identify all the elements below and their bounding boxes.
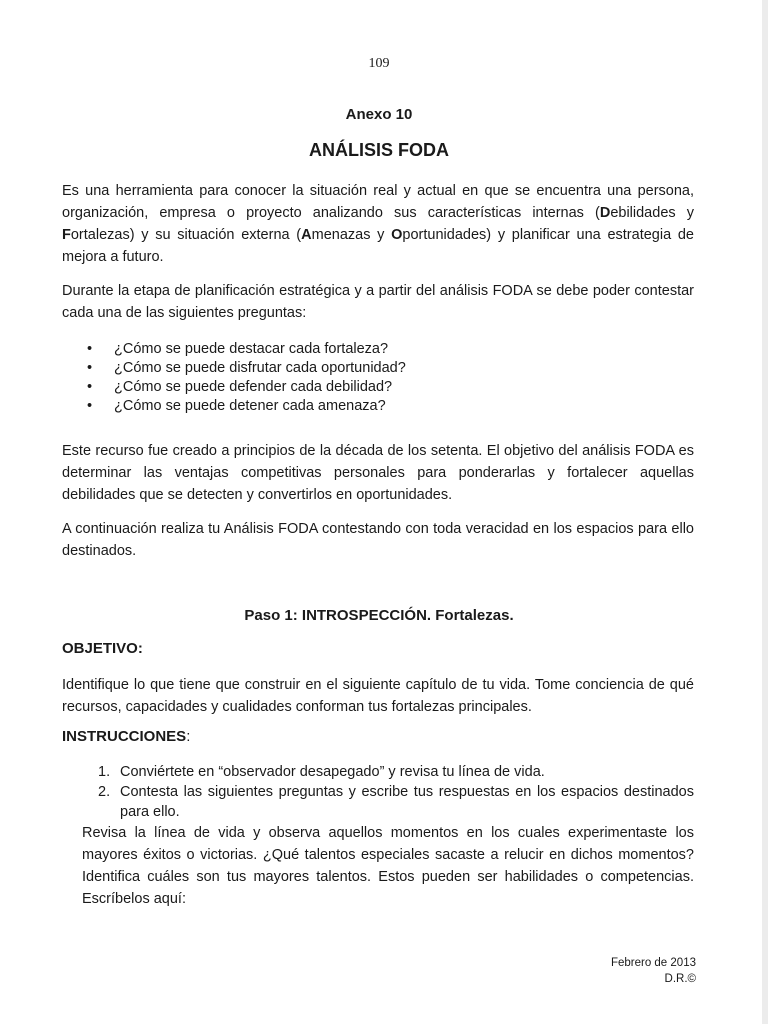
bullet-icon: • <box>87 360 93 376</box>
letter-d: D <box>599 205 611 221</box>
bullet-icon: • <box>87 398 93 414</box>
objective-text: Identifique lo que tiene que construir en el siguiente capítulo de tu vida. Tome conciencia de qué recursos, capacidades y cualidades conforman tus fortalezas principales. <box>62 677 694 715</box>
list-item <box>62 359 694 378</box>
objective-heading: OBJETIVO: <box>62 640 143 657</box>
instructions-paragraph: Revisa la línea de vida y observa aquellos momentos en los cuales experimentaste los mayores éxitos o victorias. ¿Qué talentos especiales sacaste a relucir en dichos momentos? Identifica cuáles son tus mayores talentos. Estos pueden ser habilidades o competencias. Escríbelos aquí: <box>82 825 694 907</box>
intro-text: ortalezas) y su situación externa ( <box>70 227 302 243</box>
questions-list <box>62 340 694 416</box>
item-number: 2. <box>98 784 111 800</box>
bullet-icon: • <box>87 379 93 395</box>
list-item <box>62 378 694 397</box>
intro-paragraph <box>62 180 694 268</box>
step-title: Paso 1: INTROSPECCIÓN. Fortalezas. <box>244 607 514 624</box>
instruction-text: Contesta las siguientes preguntas y escribe tus respuestas en los espacios destinados para ello. <box>120 784 694 820</box>
instructions-heading-text: INSTRUCCIONES <box>62 728 187 745</box>
annex-label: Anexo 10 <box>345 106 413 123</box>
item-number: 1. <box>98 764 111 780</box>
planning-paragraph: Durante la etapa de planificación estratégica y a partir del análisis FODA se debe poder contestar cada una de las siguientes preguntas: <box>62 283 694 321</box>
letter-f: F <box>62 227 71 243</box>
bullet-icon: • <box>87 341 93 357</box>
list-item <box>62 340 694 359</box>
question-text: ¿Cómo se puede detener cada amenaza? <box>114 398 386 414</box>
page-edge-shadow <box>762 0 768 1024</box>
footer <box>611 955 696 987</box>
intro-text: portunidades) y planificar una estrategia de mejora a futuro. <box>62 227 694 265</box>
page-number: 109 <box>368 56 390 71</box>
instructions-heading <box>62 728 190 745</box>
letter-a: A <box>301 227 312 243</box>
history-paragraph: Este recurso fue creado a principios de la década de los setenta. El objetivo del análisis FODA es determinar las ventajas competitivas personales para ponderarlas y fortalecer aquellas debilidades que se detecten y convertirlos en oportunidades. <box>62 443 694 503</box>
page-title: ANÁLISIS FODA <box>308 140 449 160</box>
intro-text: ebilidades y <box>610 205 694 221</box>
continuation-paragraph: A continuación realiza tu Análisis FODA contestando con toda veracidad en los espacios para ello destinados. <box>62 521 694 559</box>
question-text: ¿Cómo se puede destacar cada fortaleza? <box>114 341 389 357</box>
letter-o: O <box>391 227 403 243</box>
instructions-list <box>62 762 694 822</box>
intro-text: Es una herramienta para conocer la situación real y actual en que se encuentra una persona, organización, empresa o proyecto analizando sus características internas ( <box>62 183 694 221</box>
footer-rights: D.R.© <box>664 973 696 985</box>
list-item <box>62 762 694 782</box>
list-item <box>62 397 694 416</box>
list-item <box>62 782 694 822</box>
instruction-text: Conviértete en “observador desapegado” y revisa tu línea de vida. <box>120 764 545 780</box>
instructions-colon: : <box>186 728 191 745</box>
footer-date: Febrero de 2013 <box>610 957 696 969</box>
intro-text: menazas y <box>311 227 392 243</box>
question-text: ¿Cómo se puede defender cada debilidad? <box>114 379 393 395</box>
question-text: ¿Cómo se puede disfrutar cada oportunidad? <box>114 360 406 376</box>
